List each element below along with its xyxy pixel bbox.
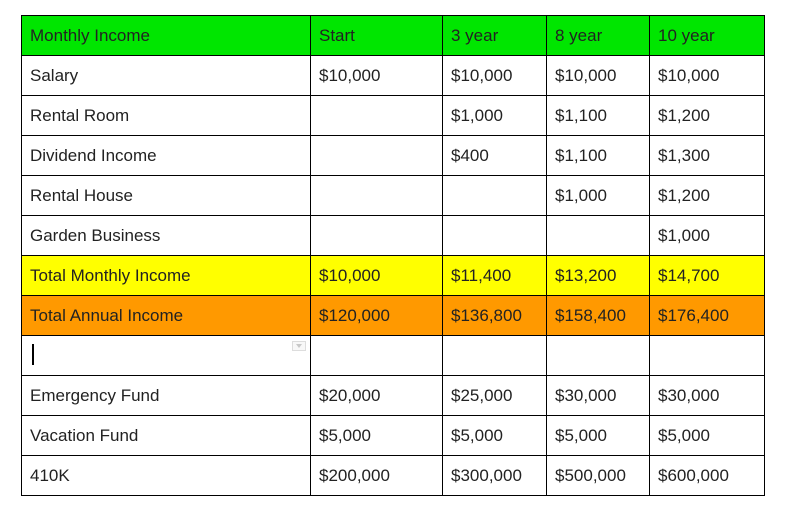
value-cell[interactable] bbox=[311, 216, 443, 256]
value-cell[interactable]: $5,000 bbox=[443, 416, 547, 456]
table-row bbox=[22, 136, 765, 176]
empty-cell[interactable] bbox=[650, 336, 765, 376]
total-cell[interactable]: $120,000 bbox=[311, 296, 443, 336]
value-cell[interactable]: $1,100 bbox=[547, 136, 650, 176]
value-cell[interactable]: $10,000 bbox=[650, 56, 765, 96]
table-row bbox=[22, 216, 765, 256]
row-label-cell[interactable]: Vacation Fund bbox=[22, 416, 311, 456]
value-cell[interactable]: $1,200 bbox=[650, 96, 765, 136]
header-row bbox=[22, 16, 765, 56]
value-cell[interactable]: $1,100 bbox=[547, 96, 650, 136]
row-label-cell[interactable]: Salary bbox=[22, 56, 311, 96]
value-cell[interactable]: $20,000 bbox=[311, 376, 443, 416]
value-cell[interactable]: $5,000 bbox=[311, 416, 443, 456]
empty-cell[interactable] bbox=[311, 336, 443, 376]
value-cell[interactable]: $1,300 bbox=[650, 136, 765, 176]
row-label-cell[interactable]: Dividend Income bbox=[22, 136, 311, 176]
header-cell-label[interactable]: Monthly Income bbox=[22, 16, 311, 56]
row-label-cell[interactable]: Emergency Fund bbox=[22, 376, 311, 416]
empty-row bbox=[22, 336, 765, 376]
row-label-cell[interactable]: Garden Business bbox=[22, 216, 311, 256]
value-cell[interactable]: $200,000 bbox=[311, 456, 443, 496]
value-cell[interactable] bbox=[311, 176, 443, 216]
dropdown-arrow-icon[interactable] bbox=[292, 341, 306, 351]
value-cell[interactable] bbox=[443, 216, 547, 256]
value-cell[interactable]: $10,000 bbox=[311, 56, 443, 96]
table-row bbox=[22, 416, 765, 456]
value-cell[interactable]: $30,000 bbox=[650, 376, 765, 416]
value-cell[interactable]: $5,000 bbox=[547, 416, 650, 456]
value-cell[interactable]: $1,000 bbox=[443, 96, 547, 136]
table-row bbox=[22, 456, 765, 496]
table-row bbox=[22, 56, 765, 96]
value-cell[interactable]: $10,000 bbox=[443, 56, 547, 96]
empty-cell[interactable] bbox=[547, 336, 650, 376]
value-cell[interactable]: $1,000 bbox=[650, 216, 765, 256]
total-cell[interactable]: $10,000 bbox=[311, 256, 443, 296]
value-cell[interactable]: $600,000 bbox=[650, 456, 765, 496]
value-cell[interactable]: $400 bbox=[443, 136, 547, 176]
value-cell[interactable]: $25,000 bbox=[443, 376, 547, 416]
header-cell-3-year[interactable]: 3 year bbox=[443, 16, 547, 56]
total-annual-income-row bbox=[22, 296, 765, 336]
row-label-cell[interactable]: 410K bbox=[22, 456, 311, 496]
total-cell[interactable]: $13,200 bbox=[547, 256, 650, 296]
active-cell[interactable] bbox=[22, 336, 311, 376]
value-cell[interactable]: $300,000 bbox=[443, 456, 547, 496]
value-cell[interactable]: $1,200 bbox=[650, 176, 765, 216]
total-cell[interactable]: $14,700 bbox=[650, 256, 765, 296]
value-cell[interactable] bbox=[311, 136, 443, 176]
value-cell[interactable]: $1,000 bbox=[547, 176, 650, 216]
total-cell[interactable]: $136,800 bbox=[443, 296, 547, 336]
income-spreadsheet bbox=[21, 15, 765, 496]
table-row bbox=[22, 376, 765, 416]
total-cell[interactable]: $176,400 bbox=[650, 296, 765, 336]
header-cell-start[interactable]: Start bbox=[311, 16, 443, 56]
total-cell[interactable]: $11,400 bbox=[443, 256, 547, 296]
header-cell-8-year[interactable]: 8 year bbox=[547, 16, 650, 56]
value-cell[interactable] bbox=[311, 96, 443, 136]
total-monthly-income-row bbox=[22, 256, 765, 296]
value-cell[interactable] bbox=[443, 176, 547, 216]
row-label-cell[interactable]: Total Annual Income bbox=[22, 296, 311, 336]
value-cell[interactable]: $10,000 bbox=[547, 56, 650, 96]
table-row bbox=[22, 176, 765, 216]
value-cell[interactable] bbox=[547, 216, 650, 256]
header-cell-10-year[interactable]: 10 year bbox=[650, 16, 765, 56]
value-cell[interactable]: $30,000 bbox=[547, 376, 650, 416]
value-cell[interactable]: $5,000 bbox=[650, 416, 765, 456]
value-cell[interactable]: $500,000 bbox=[547, 456, 650, 496]
row-label-cell[interactable]: Rental Room bbox=[22, 96, 311, 136]
total-cell[interactable]: $158,400 bbox=[547, 296, 650, 336]
row-label-cell[interactable]: Rental House bbox=[22, 176, 311, 216]
table-row bbox=[22, 96, 765, 136]
text-cursor bbox=[32, 344, 34, 365]
empty-cell[interactable] bbox=[443, 336, 547, 376]
row-label-cell[interactable]: Total Monthly Income bbox=[22, 256, 311, 296]
